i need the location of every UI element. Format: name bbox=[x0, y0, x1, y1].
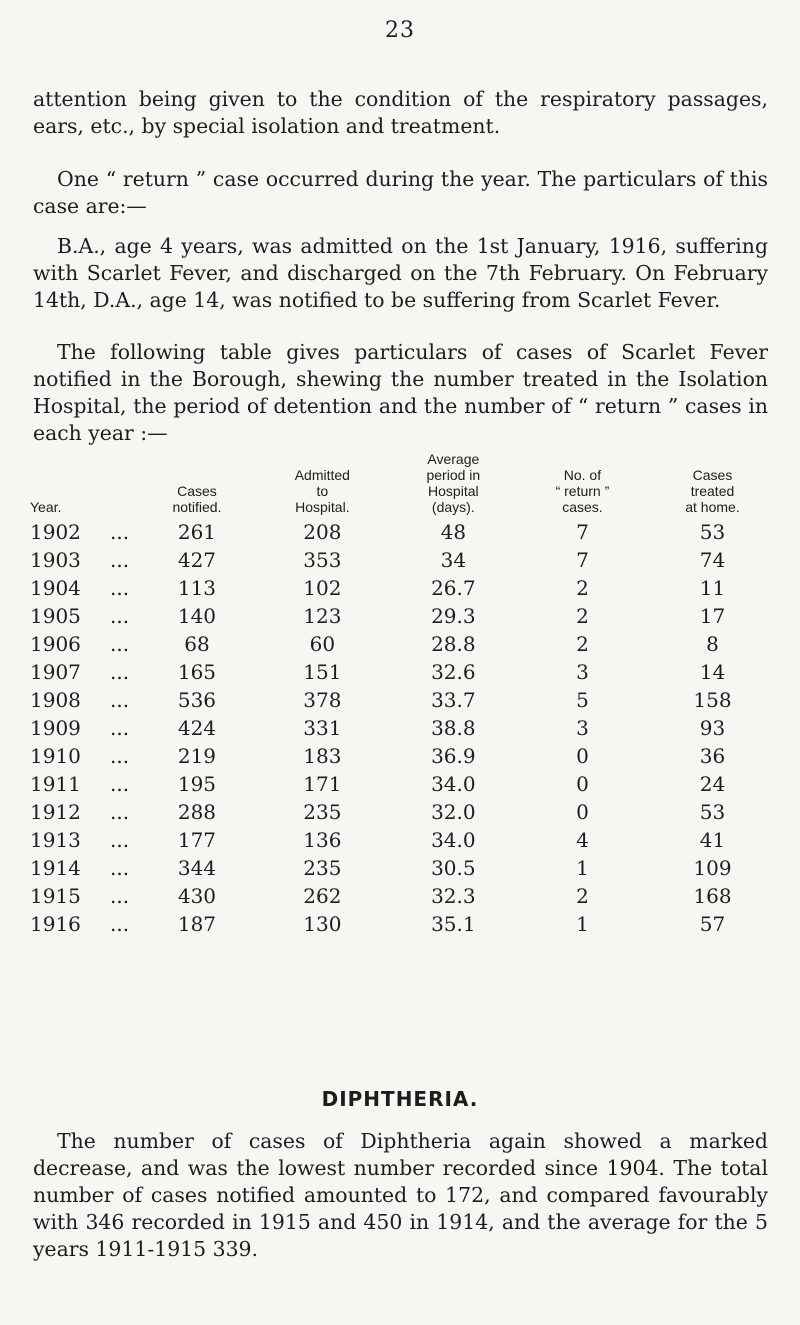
cell-admitted: 171 bbox=[303, 772, 342, 796]
cell-average-period: 34 bbox=[440, 548, 467, 572]
cell-cases-notified: 113 bbox=[177, 576, 217, 600]
cell-admitted: 60 bbox=[309, 632, 336, 656]
cell-admitted: 378 bbox=[303, 688, 342, 712]
cell-dots: ... bbox=[110, 688, 130, 712]
cell-admitted: 235 bbox=[303, 800, 342, 824]
cell-admitted: 102 bbox=[303, 576, 342, 600]
cell-average-period: 34.0 bbox=[431, 828, 476, 852]
table-body bbox=[30, 518, 778, 938]
table-row bbox=[30, 686, 778, 714]
table-row bbox=[30, 602, 778, 630]
cell-return-cases: 2 bbox=[576, 632, 589, 656]
cell-average-period: 36.9 bbox=[431, 744, 476, 768]
cell-cases-notified: 68 bbox=[184, 632, 210, 656]
cell-dots: ... bbox=[110, 800, 130, 824]
table-row bbox=[30, 826, 778, 854]
cell-return-cases: 1 bbox=[576, 856, 589, 880]
cell-average-period: 32.0 bbox=[431, 800, 476, 824]
cell-cases-notified: 261 bbox=[177, 520, 217, 544]
cell-year: 1910 bbox=[30, 744, 81, 768]
cell-return-cases: 2 bbox=[576, 884, 589, 908]
cell-cases-notified: 424 bbox=[177, 716, 217, 740]
page-number: 23 bbox=[385, 18, 415, 43]
cell-cases-notified: 427 bbox=[177, 548, 217, 572]
cell-cases-notified: 288 bbox=[177, 800, 217, 824]
cell-dots: ... bbox=[110, 716, 130, 740]
cell-return-cases: 1 bbox=[576, 912, 589, 936]
cell-average-period: 48 bbox=[440, 520, 467, 544]
cell-average-period: 32.3 bbox=[431, 884, 476, 908]
table-row bbox=[30, 742, 778, 770]
cell-year: 1915 bbox=[30, 884, 81, 908]
cell-admitted: 136 bbox=[303, 828, 342, 852]
cell-return-cases: 2 bbox=[576, 604, 589, 628]
paragraph-table-intro: The following table gives particulars of cases of Scarlet Fever notified in the Borough, shewing the number treated in the Isolation Hospital, the period of detention and the number of “ return ” cases in each year :— bbox=[33, 340, 768, 445]
header-cases-notified: Cases notified. bbox=[172, 483, 222, 515]
table-row bbox=[30, 546, 778, 574]
header-year: Year. bbox=[30, 499, 62, 515]
table-row bbox=[30, 658, 778, 686]
cell-admitted: 262 bbox=[303, 884, 342, 908]
section-heading-diphtheria: DIPHTHERIA. bbox=[321, 1087, 479, 1111]
cell-dots: ... bbox=[110, 660, 130, 684]
cell-treated-at-home: 53 bbox=[699, 520, 726, 544]
cell-average-period: 28.8 bbox=[431, 632, 476, 656]
table-row bbox=[30, 770, 778, 798]
table-row bbox=[30, 630, 778, 658]
cell-admitted: 353 bbox=[303, 548, 342, 572]
cell-treated-at-home: 41 bbox=[699, 828, 726, 852]
table-row bbox=[30, 518, 778, 546]
cell-admitted: 183 bbox=[303, 744, 342, 768]
cell-average-period: 26.7 bbox=[431, 576, 476, 600]
cell-year: 1905 bbox=[30, 604, 81, 628]
cell-return-cases: 2 bbox=[576, 576, 589, 600]
cell-year: 1902 bbox=[30, 520, 81, 544]
cell-treated-at-home: 109 bbox=[693, 856, 732, 880]
cell-return-cases: 3 bbox=[576, 716, 589, 740]
cell-year: 1912 bbox=[30, 800, 81, 824]
cell-admitted: 235 bbox=[303, 856, 342, 880]
cell-treated-at-home: 158 bbox=[693, 688, 732, 712]
table-row bbox=[30, 882, 778, 910]
cell-treated-at-home: 74 bbox=[699, 548, 726, 572]
table-row bbox=[30, 798, 778, 826]
cell-average-period: 34.0 bbox=[431, 772, 476, 796]
cell-year: 1903 bbox=[30, 548, 81, 572]
cell-return-cases: 0 bbox=[576, 772, 589, 796]
cell-cases-notified: 536 bbox=[177, 688, 217, 712]
table-row bbox=[30, 910, 778, 938]
paragraph-case-particulars: B.A., age 4 years, was admitted on the 1st January, 1916, suffering with Scarlet Fever, and discharged on the 7th February. On February 14th, D.A., age 14, was notified to be suffering from Scarlet Fever. bbox=[33, 234, 768, 312]
cell-year: 1906 bbox=[30, 632, 81, 656]
cell-return-cases: 3 bbox=[576, 660, 589, 684]
scarlet-fever-table bbox=[30, 451, 778, 938]
cell-treated-at-home: 24 bbox=[699, 772, 726, 796]
cell-dots: ... bbox=[110, 884, 130, 908]
cell-treated-at-home: 11 bbox=[699, 576, 726, 600]
cell-cases-notified: 140 bbox=[177, 604, 217, 628]
cell-treated-at-home: 17 bbox=[699, 604, 726, 628]
cell-dots: ... bbox=[110, 828, 130, 852]
cell-dots: ... bbox=[110, 548, 130, 572]
cell-average-period: 35.1 bbox=[431, 912, 476, 936]
table-row bbox=[30, 714, 778, 742]
cell-dots: ... bbox=[110, 604, 130, 628]
table-header-row bbox=[30, 451, 778, 518]
paragraph-diphtheria: The number of cases of Diphtheria again showed a marked decrease, and was the lowest number recorded since 1904. The total number of cases notified amounted to 172, and compared favourably with 346 recorded in 1915 and 450 in 1914, and the average for the 5 years 1911-1915 339. bbox=[33, 1129, 768, 1261]
cell-dots: ... bbox=[110, 744, 130, 768]
cell-treated-at-home: 14 bbox=[699, 660, 726, 684]
cell-cases-notified: 344 bbox=[177, 856, 217, 880]
cell-treated-at-home: 57 bbox=[699, 912, 726, 936]
cell-return-cases: 0 bbox=[576, 800, 589, 824]
cell-year: 1904 bbox=[30, 576, 81, 600]
cell-cases-notified: 165 bbox=[177, 660, 217, 684]
cell-admitted: 151 bbox=[303, 660, 342, 684]
cell-return-cases: 7 bbox=[576, 520, 589, 544]
cell-return-cases: 5 bbox=[576, 688, 589, 712]
cell-treated-at-home: 8 bbox=[706, 632, 719, 656]
cell-dots: ... bbox=[110, 520, 130, 544]
paragraph-continuation: attention being given to the condition of the respiratory passages, ears, etc., by special isolation and treatment. bbox=[33, 87, 768, 138]
cell-cases-notified: 430 bbox=[177, 884, 217, 908]
cell-return-cases: 0 bbox=[576, 744, 589, 768]
cell-treated-at-home: 168 bbox=[693, 884, 732, 908]
cell-average-period: 33.7 bbox=[431, 688, 476, 712]
header-average-period: Average period in Hospital (days). bbox=[426, 451, 481, 515]
cell-average-period: 29.3 bbox=[431, 604, 476, 628]
cell-average-period: 38.8 bbox=[431, 716, 476, 740]
cell-admitted: 123 bbox=[303, 604, 342, 628]
cell-dots: ... bbox=[110, 856, 130, 880]
cell-cases-notified: 195 bbox=[177, 772, 217, 796]
header-admitted: Admitted to Hospital. bbox=[294, 467, 350, 515]
header-return-cases: No. of “ return ” cases. bbox=[555, 467, 610, 515]
cell-year: 1907 bbox=[30, 660, 81, 684]
cell-dots: ... bbox=[110, 576, 130, 600]
cell-average-period: 30.5 bbox=[431, 856, 476, 880]
cell-year: 1916 bbox=[30, 912, 81, 936]
cell-year: 1909 bbox=[30, 716, 81, 740]
cell-treated-at-home: 53 bbox=[699, 800, 726, 824]
header-treated-at-home: Cases treated at home. bbox=[685, 467, 740, 515]
table-row bbox=[30, 574, 778, 602]
cell-cases-notified: 219 bbox=[177, 744, 217, 768]
cell-average-period: 32.6 bbox=[431, 660, 476, 684]
cell-dots: ... bbox=[110, 912, 130, 936]
cell-year: 1911 bbox=[30, 772, 81, 796]
table-header bbox=[30, 451, 778, 518]
cell-admitted: 208 bbox=[303, 520, 342, 544]
cell-dots: ... bbox=[110, 632, 130, 656]
cell-return-cases: 7 bbox=[576, 548, 589, 572]
cell-return-cases: 4 bbox=[576, 828, 589, 852]
table-row bbox=[30, 854, 778, 882]
cell-year: 1913 bbox=[30, 828, 81, 852]
cell-dots: ... bbox=[110, 772, 130, 796]
cell-admitted: 331 bbox=[303, 716, 342, 740]
paragraph-return-case: One “ return ” case occurred during the year. The particulars of this case are:— bbox=[33, 167, 768, 218]
cell-cases-notified: 177 bbox=[177, 828, 217, 852]
cell-cases-notified: 187 bbox=[177, 912, 217, 936]
cell-year: 1908 bbox=[30, 688, 81, 712]
cell-year: 1914 bbox=[30, 856, 81, 880]
cell-treated-at-home: 36 bbox=[699, 744, 726, 768]
cell-treated-at-home: 93 bbox=[699, 716, 726, 740]
cell-admitted: 130 bbox=[303, 912, 342, 936]
